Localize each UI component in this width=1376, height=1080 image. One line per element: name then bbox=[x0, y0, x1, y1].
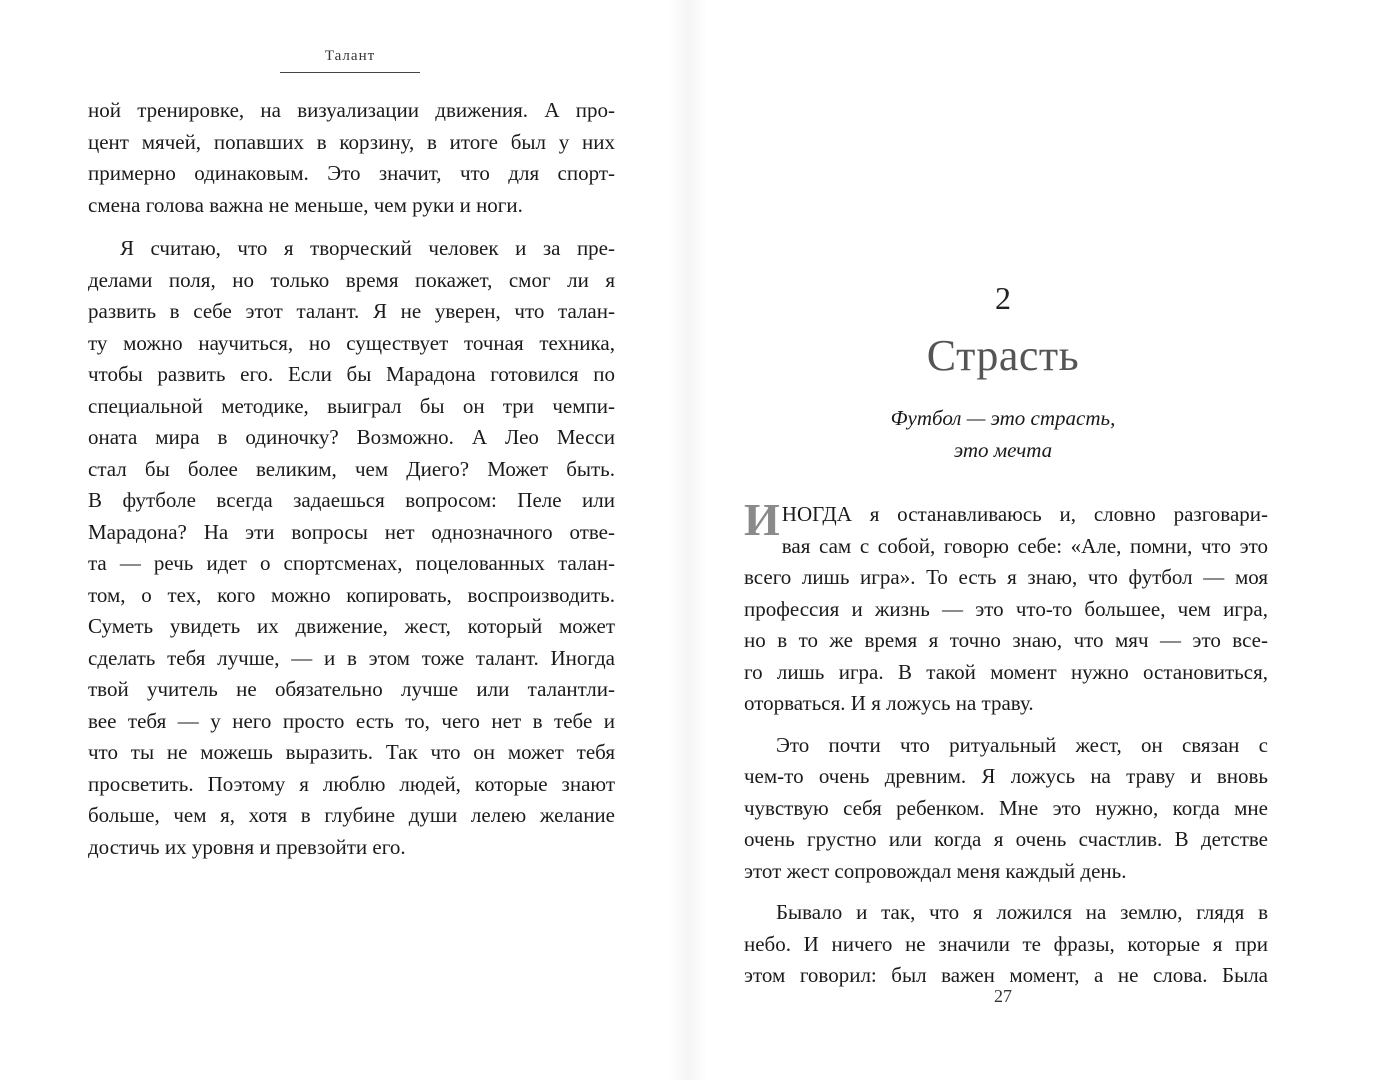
text-line: просветить. Поэтому я люблю людей, которые знают bbox=[88, 771, 615, 796]
text-line: В футболе всегда задаешься вопросом: Пеле или bbox=[88, 488, 615, 512]
text-line: этот жест сопровождал меня каждый день. bbox=[744, 858, 1127, 883]
text-line: делами поля, но только время покажет, смог ли я bbox=[88, 267, 615, 292]
text-line: этом говорил: был важен момент, а не слова. Была bbox=[744, 963, 1268, 987]
left-paragraph-2 bbox=[88, 233, 615, 863]
epigraph-line: Футбол — это страсть, bbox=[890, 406, 1116, 430]
text-line: специальной методике, выиграл бы он три чемпи- bbox=[88, 393, 615, 418]
text-line: Бывало и так, что я ложился на землю, глядя в bbox=[776, 900, 1268, 924]
first-line-rest: я останавливаюсь и, словно разговари- bbox=[851, 502, 1268, 526]
text-line: го лишь игра. В такой момент нужно остановиться, bbox=[744, 659, 1268, 684]
text-line: оторваться. И я ложусь на траву. bbox=[744, 691, 1034, 715]
right-page bbox=[688, 0, 1376, 1080]
chapter-title: Страсть bbox=[926, 331, 1080, 380]
text-line: смена голова важна не меньше, чем руки и ноги. bbox=[88, 192, 523, 217]
text-line-with-dropcap bbox=[744, 494, 1268, 545]
running-head-rule bbox=[280, 72, 420, 73]
text-line: примерно одинаковым. Это значит, что для спорт- bbox=[88, 161, 615, 185]
left-body-text bbox=[88, 95, 615, 863]
drop-cap: И bbox=[744, 494, 780, 545]
right-paragraph-2 bbox=[744, 730, 1268, 888]
epigraph-line: это мечта bbox=[953, 438, 1053, 462]
right-body-text bbox=[744, 494, 1268, 992]
text-line: твой учитель не обязательно лучше или талантли- bbox=[88, 677, 615, 701]
text-line: ту можно научиться, но существует точная техника, bbox=[88, 330, 615, 355]
text-line: та — речь идет о спортсменах, поцелованных талан- bbox=[88, 551, 615, 575]
chapter-number: 2 bbox=[995, 280, 1011, 316]
text-line: развить в себе этот талант. Я не уверен, что талан- bbox=[88, 299, 615, 323]
text-line: Я считаю, что я творческий человек и за пре- bbox=[120, 236, 615, 260]
text-line: Марадона? На эти вопросы нет однозначного отве- bbox=[88, 519, 615, 544]
text-line: сделать тебя лучше, — и в этом тоже талант. Иногда bbox=[88, 645, 615, 670]
text-line: профессия и жизнь — это что-то большее, чем игра, bbox=[744, 596, 1268, 621]
text-line: вее тебя — у него просто есть то, чего нет в тебе и bbox=[88, 708, 615, 733]
text-line: что ты не можешь выразить. Так что он может тебя bbox=[88, 740, 615, 764]
right-paragraph-1 bbox=[744, 494, 1268, 720]
right-paragraph-3 bbox=[744, 897, 1268, 992]
left-paragraph-1 bbox=[88, 95, 615, 221]
running-head: Талант bbox=[324, 48, 376, 64]
text-line: Это почти что ритуальный жест, он связан с bbox=[776, 732, 1268, 757]
page-number: 27 bbox=[994, 986, 1012, 1006]
first-word: НОГДА bbox=[781, 502, 852, 526]
text-line: всего лишь игра». То есть я знаю, что футбол — моя bbox=[744, 565, 1268, 589]
text-line: чтобы развить его. Если бы Марадона готовился по bbox=[88, 362, 615, 386]
text-line: стал бы более великим, чем Диего? Может быть. bbox=[88, 456, 615, 481]
epigraph bbox=[688, 402, 1318, 466]
text-line: оната мира в одиночку? Возможно. А Лео Месси bbox=[88, 425, 615, 449]
text-line: чувствую себя ребенком. Мне это нужно, когда мне bbox=[744, 795, 1268, 820]
text-line: но в то же время я точно знаю, что мяч — это все- bbox=[744, 628, 1268, 652]
text-line: чем-то очень древним. Я ложусь на траву и вновь bbox=[744, 764, 1268, 788]
text-line: достичь их уровня и превзойти его. bbox=[88, 834, 406, 859]
text-line: небо. И ничего не значили те фразы, которые я при bbox=[744, 931, 1268, 956]
text-line: Суметь увидеть их движение, жест, который может bbox=[88, 614, 615, 638]
text-line: том, о тех, кого можно копировать, воспроизводить. bbox=[88, 582, 615, 607]
text-line: очень грустно или когда я очень счастлив. В детстве bbox=[744, 827, 1268, 851]
text-line: ной тренировке, на визуализации движения. А про- bbox=[88, 98, 615, 122]
text-line: цент мячей, попавших в корзину, в итоге был у них bbox=[88, 129, 615, 154]
text-line: вая сам с собой, говорю себе: «Але, помни, что это bbox=[781, 533, 1268, 558]
text-line: больше, чем я, хотя в глубине души лелею желание bbox=[88, 803, 615, 827]
